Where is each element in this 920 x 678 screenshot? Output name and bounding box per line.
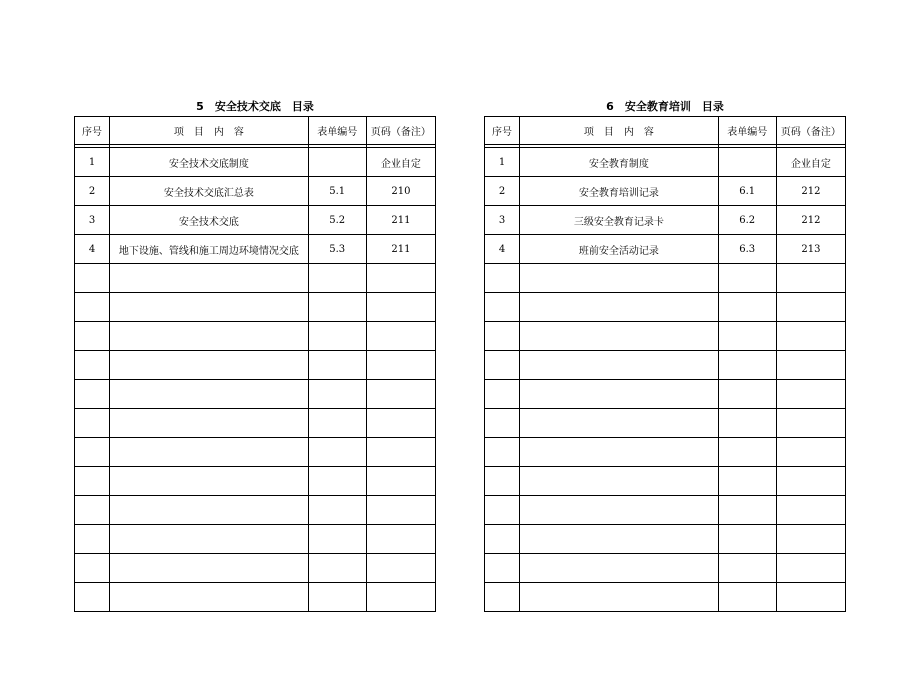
cell-empty: [75, 351, 110, 380]
header-form-no: 表单编号: [718, 117, 776, 145]
table-row: [75, 235, 436, 264]
cell-empty: [776, 467, 845, 496]
cell-empty: [110, 380, 309, 409]
table-row: [75, 206, 436, 235]
cell-empty: [485, 467, 520, 496]
cell-empty: [308, 264, 366, 293]
cell-empty: [75, 496, 110, 525]
header-no: 序号: [75, 117, 110, 145]
table-row-empty: [75, 467, 436, 496]
cell-page: 211: [366, 235, 435, 264]
cell-empty: [75, 293, 110, 322]
cell-empty: [485, 322, 520, 351]
cell-empty: [366, 351, 435, 380]
cell-no: 1: [75, 148, 110, 177]
cell-empty: [110, 264, 309, 293]
table-row: [75, 177, 436, 206]
cell-content: 地下设施、管线和施工周边环境情况交底: [110, 235, 309, 264]
table-row-empty: [485, 467, 846, 496]
cell-empty: [485, 409, 520, 438]
right-catalog-body: [485, 145, 846, 612]
cell-empty: [520, 293, 719, 322]
cell-empty: [308, 583, 366, 612]
table-row: [485, 206, 846, 235]
cell-empty: [520, 380, 719, 409]
table-header-row: [485, 117, 846, 145]
table-row-empty: [485, 322, 846, 351]
cell-no: 3: [75, 206, 110, 235]
cell-empty: [308, 409, 366, 438]
cell-empty: [776, 264, 845, 293]
cell-empty: [308, 351, 366, 380]
cell-empty: [485, 293, 520, 322]
cell-empty: [366, 293, 435, 322]
table-row-empty: [75, 583, 436, 612]
cell-content: 安全技术交底汇总表: [110, 177, 309, 206]
cell-empty: [110, 583, 309, 612]
cell-empty: [776, 293, 845, 322]
cell-empty: [718, 467, 776, 496]
cell-empty: [520, 438, 719, 467]
cell-content: 安全教育培训记录: [520, 177, 719, 206]
header-content: 项 目 内 容: [520, 117, 719, 145]
cell-form-no: 5.3: [308, 235, 366, 264]
cell-empty: [75, 467, 110, 496]
cell-empty: [308, 380, 366, 409]
cell-empty: [308, 554, 366, 583]
cell-empty: [485, 438, 520, 467]
cell-empty: [718, 438, 776, 467]
cell-empty: [718, 554, 776, 583]
table-row-empty: [75, 293, 436, 322]
left-catalog-body: [75, 145, 436, 612]
cell-empty: [75, 525, 110, 554]
cell-empty: [366, 322, 435, 351]
cell-empty: [75, 380, 110, 409]
cell-content: 班前安全活动记录: [520, 235, 719, 264]
cell-content: 安全技术交底: [110, 206, 309, 235]
cell-empty: [520, 351, 719, 380]
cell-content: 安全技术交底制度: [110, 148, 309, 177]
cell-empty: [485, 525, 520, 554]
cell-content: 安全教育制度: [520, 148, 719, 177]
cell-empty: [776, 351, 845, 380]
cell-empty: [776, 322, 845, 351]
cell-empty: [718, 351, 776, 380]
cell-empty: [110, 525, 309, 554]
left-catalog-table: [74, 116, 436, 612]
cell-form-no: 5.2: [308, 206, 366, 235]
table-row-empty: [75, 322, 436, 351]
cell-form-no: [718, 148, 776, 177]
cell-empty: [485, 351, 520, 380]
cell-page: 企业自定: [776, 148, 845, 177]
cell-empty: [485, 380, 520, 409]
cell-empty: [110, 293, 309, 322]
cell-page: 210: [366, 177, 435, 206]
cell-empty: [75, 264, 110, 293]
cell-empty: [308, 525, 366, 554]
cell-empty: [485, 554, 520, 583]
header-no: 序号: [485, 117, 520, 145]
cell-no: 1: [485, 148, 520, 177]
table-row-empty: [75, 380, 436, 409]
cell-empty: [308, 438, 366, 467]
left-catalog-title: 5 安全技术交底 目录: [196, 100, 314, 113]
table-row-empty: [75, 554, 436, 583]
cell-empty: [308, 293, 366, 322]
cell-empty: [520, 583, 719, 612]
table-row: [485, 235, 846, 264]
cell-empty: [75, 583, 110, 612]
cell-empty: [776, 438, 845, 467]
cell-empty: [110, 554, 309, 583]
table-row-empty: [75, 351, 436, 380]
table-row-empty: [75, 438, 436, 467]
cell-empty: [75, 438, 110, 467]
cell-empty: [520, 554, 719, 583]
cell-empty: [776, 554, 845, 583]
cell-form-no: 6.3: [718, 235, 776, 264]
cell-empty: [110, 409, 309, 438]
cell-empty: [366, 380, 435, 409]
cell-empty: [366, 525, 435, 554]
cell-page: 212: [776, 206, 845, 235]
cell-empty: [110, 467, 309, 496]
table-row-empty: [485, 525, 846, 554]
cell-empty: [520, 409, 719, 438]
cell-no: 4: [485, 235, 520, 264]
cell-empty: [520, 264, 719, 293]
table-row-empty: [75, 264, 436, 293]
cell-empty: [776, 496, 845, 525]
cell-empty: [520, 467, 719, 496]
cell-empty: [485, 583, 520, 612]
header-form-no: 表单编号: [308, 117, 366, 145]
right-catalog-table: [484, 116, 846, 612]
table-row: [485, 148, 846, 177]
cell-empty: [520, 496, 719, 525]
table-row: [75, 148, 436, 177]
header-page: 页码（备注）: [776, 117, 845, 145]
cell-no: 3: [485, 206, 520, 235]
cell-empty: [308, 467, 366, 496]
left-catalog: [74, 98, 436, 612]
table-row-empty: [485, 380, 846, 409]
table-row-empty: [485, 293, 846, 322]
cell-empty: [366, 583, 435, 612]
cell-page: 企业自定: [366, 148, 435, 177]
cell-empty: [718, 322, 776, 351]
right-catalog: [484, 98, 846, 612]
cell-empty: [75, 554, 110, 583]
cell-empty: [718, 264, 776, 293]
cell-page: 211: [366, 206, 435, 235]
cell-empty: [308, 322, 366, 351]
table-row-empty: [485, 264, 846, 293]
cell-empty: [110, 322, 309, 351]
cell-empty: [776, 583, 845, 612]
cell-empty: [75, 409, 110, 438]
cell-empty: [110, 438, 309, 467]
cell-empty: [366, 467, 435, 496]
table-row-empty: [485, 496, 846, 525]
cell-form-no: [308, 148, 366, 177]
cell-empty: [366, 438, 435, 467]
cell-empty: [110, 496, 309, 525]
cell-page: 212: [776, 177, 845, 206]
cell-empty: [718, 380, 776, 409]
table-row: [485, 177, 846, 206]
cell-empty: [520, 525, 719, 554]
cell-empty: [308, 496, 366, 525]
cell-empty: [718, 293, 776, 322]
cell-empty: [75, 322, 110, 351]
cell-no: 4: [75, 235, 110, 264]
table-row-empty: [75, 525, 436, 554]
table-row-empty: [485, 409, 846, 438]
table-row-empty: [75, 496, 436, 525]
cell-page: 213: [776, 235, 845, 264]
cell-empty: [776, 380, 845, 409]
header-page: 页码（备注）: [366, 117, 435, 145]
table-row-empty: [485, 583, 846, 612]
cell-empty: [776, 409, 845, 438]
header-content: 项 目 内 容: [110, 117, 309, 145]
cell-empty: [366, 264, 435, 293]
table-header-row: [75, 117, 436, 145]
cell-empty: [110, 351, 309, 380]
cell-content: 三级安全教育记录卡: [520, 206, 719, 235]
table-row-empty: [485, 351, 846, 380]
cell-form-no: 5.1: [308, 177, 366, 206]
cell-form-no: 6.1: [718, 177, 776, 206]
cell-empty: [485, 496, 520, 525]
cell-empty: [718, 583, 776, 612]
cell-empty: [718, 496, 776, 525]
table-row-empty: [485, 554, 846, 583]
table-row-empty: [485, 438, 846, 467]
table-row-empty: [75, 409, 436, 438]
cell-no: 2: [75, 177, 110, 206]
cell-no: 2: [485, 177, 520, 206]
cell-empty: [718, 409, 776, 438]
right-catalog-title: 6 安全教育培训 目录: [606, 100, 724, 113]
cell-empty: [366, 496, 435, 525]
cell-empty: [520, 322, 719, 351]
cell-empty: [366, 554, 435, 583]
cell-empty: [718, 525, 776, 554]
cell-form-no: 6.2: [718, 206, 776, 235]
cell-empty: [776, 525, 845, 554]
cell-empty: [485, 264, 520, 293]
cell-empty: [366, 409, 435, 438]
